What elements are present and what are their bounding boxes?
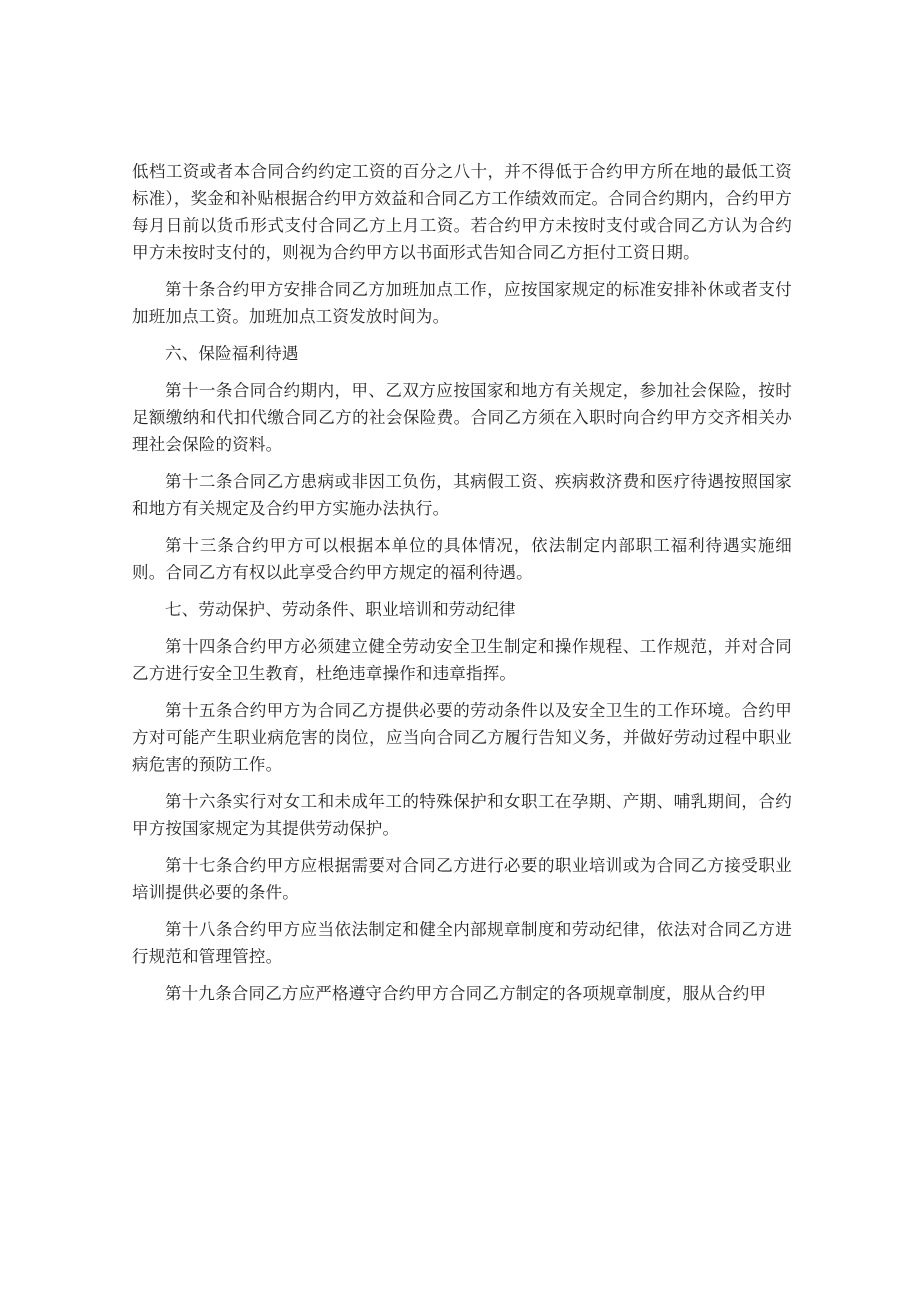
section-heading-labor-protection: 七、劳动保护、劳动条件、职业培训和劳动纪律 <box>165 600 516 619</box>
paragraph-article-13: 第十三条合约甲方可以根据本单位的具体情况，依法制定内部职工福利待遇实施细则。合同乙方有权以此享受合约甲方规定的福利待遇。 <box>132 536 792 582</box>
paragraph-article-19: 第十九条合同乙方应严格遵守合约甲方合同乙方制定的各项规章制度，服从合约甲 <box>165 984 767 1003</box>
paragraph-article-15: 第十五条合约甲方为合同乙方提供必要的劳动条件以及安全卫生的工作环境。合约甲方对可能产生职业病危害的岗位，应当向合同乙方履行告知义务，并做好劳动过程中职业病危害的预防工作。 <box>132 701 792 774</box>
section-heading-insurance-welfare: 六、保险福利待遇 <box>165 344 299 363</box>
paragraph-article-11: 第十一条合同合约期内，甲、乙双方应按国家和地方有关规定，参加社会保险，按时足额缴纳和代扣代缴合同乙方的社会保险费。合同乙方须在入职时向合约甲方交齐相关办理社会保险的资料。 <box>132 381 792 454</box>
paragraph-article-17: 第十七条合约甲方应根据需要对合同乙方进行必要的职业培训或为合同乙方接受职业培训提供必要的条件。 <box>132 856 792 902</box>
paragraph-article-18: 第十八条合约甲方应当依法制定和健全内部规章制度和劳动纪律，依法对合同乙方进行规范和管理管控。 <box>132 920 792 966</box>
paragraph-article-14: 第十四条合约甲方必须建立健全劳动安全卫生制定和操作规程、工作规范，并对合同乙方进行安全卫生教育，杜绝违章操作和违章指挥。 <box>132 637 792 683</box>
paragraph-article-16: 第十六条实行对女工和未成年工的特殊保护和女职工在孕期、产期、哺乳期间，合约甲方按国家规定为其提供劳动保护。 <box>132 792 792 838</box>
document-body <box>132 158 792 1017</box>
paragraph-article-10: 第十条合约甲方安排合同乙方加班加点工作，应按国家规定的标准安排补休或者支付加班加点工资。加班加点工资发放时间为。 <box>132 280 792 326</box>
paragraph-article-12: 第十二条合同乙方患病或非因工负伤，其病假工资、疾病救济费和医疗待遇按照国家和地方有关规定及合约甲方实施办法执行。 <box>132 472 792 518</box>
paragraph-wage-continuation: 低档工资或者本合同合约约定工资的百分之八十，并不得低于合约甲方所在地的最低工资标准），奖金和补贴根据合约甲方效益和合同乙方工作绩效而定。合同合约期内，合约甲方每月日前以货币形式支付合同乙方上月工资。若合约甲方未按时支付或合同乙方认为合约甲方未按时支付的，则视为合约甲方以书面形式告知合同乙方拒付工资日期。 <box>132 162 792 262</box>
